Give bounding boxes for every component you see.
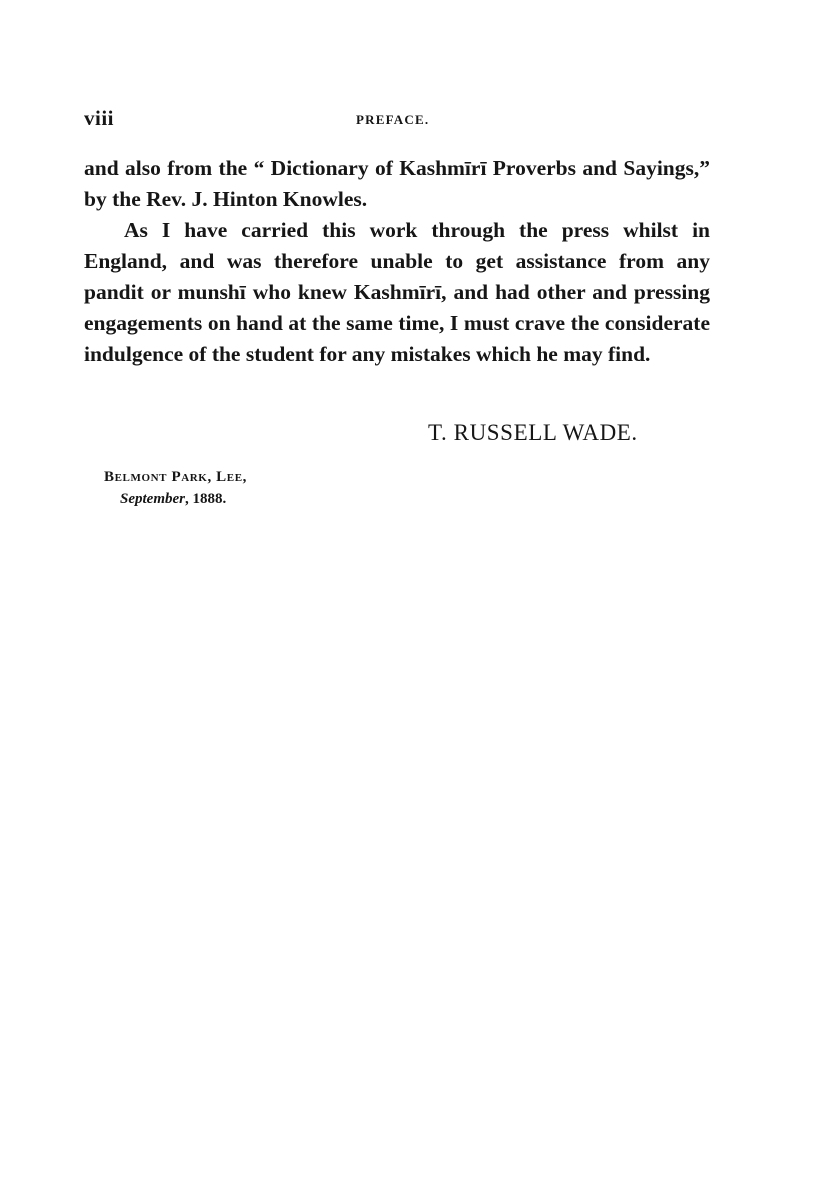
paragraph-continuation: and also from the “ Dictionary of Kashmīrī Proverbs and Sayings,” by the Rev. J. Hinton Knowles. [84, 156, 710, 211]
page-number: viii [84, 106, 115, 130]
dateline [104, 466, 247, 510]
running-head [84, 106, 710, 136]
paragraph-closing: As I have carried this work through the press whilst in England, and was therefore unable to get assistance from any pandit or munshī who knew Kashmīrī, and had other and pressing engagements on hand at the same time, I must crave the considerate indulgence of the student for any mistakes which he may find. [84, 218, 710, 366]
preface-body [84, 153, 710, 370]
dateline-month: September [120, 491, 185, 507]
dateline-place: Belmont Park, Lee, [104, 469, 247, 485]
dateline-year: , 1888. [185, 491, 227, 507]
dateline-date [104, 488, 247, 510]
running-title: PREFACE. [356, 112, 430, 127]
author-signature: T. RUSSELL WADE. [428, 420, 638, 445]
